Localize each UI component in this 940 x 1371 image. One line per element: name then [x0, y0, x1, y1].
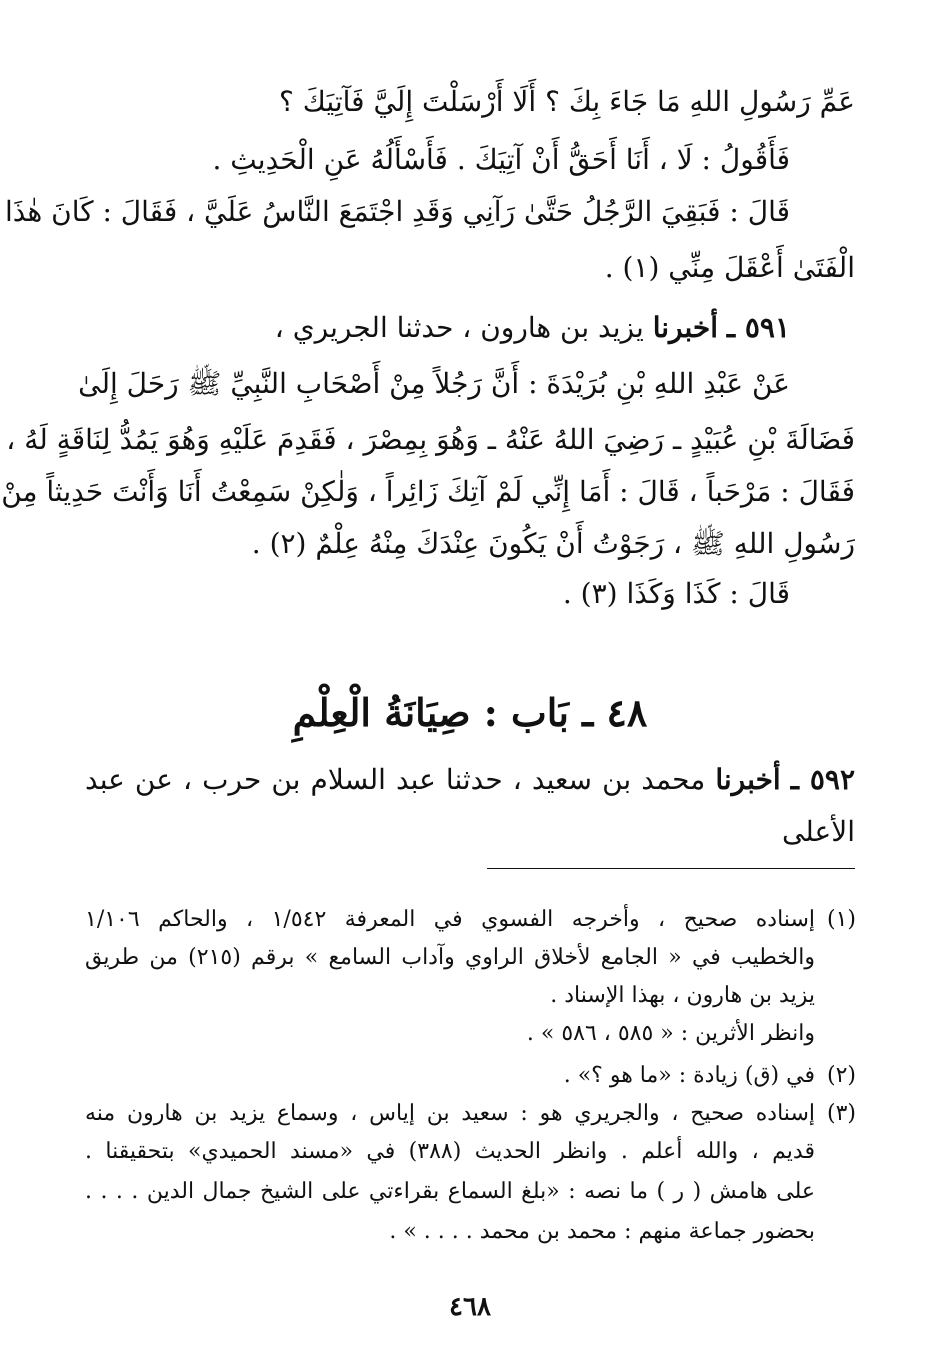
body-line-2: فَأَقُولُ : لَا ، أَنَا أَحَقُّ أَنْ آتِيَكَ . فَأَسْأَلُهُ عَنِ الْحَدِيثِ .	[212, 143, 790, 176]
hadith-592-chain: محمد بن سعيد ، حدثنا عبد السلام بن حرب ، عن عبد	[85, 763, 706, 796]
footnote-1-marker: (١)	[826, 907, 856, 932]
footnote-3-marker: (٣)	[826, 1101, 856, 1126]
hadith-592-label: أخبرنا	[715, 763, 781, 796]
hadith-591-line-1: عَنْ عَبْدِ اللهِ بْنِ بُرَيْدَةَ : أَنَّ رَجُلاً مِنْ أَصْحَابِ النَّبِيِّ ﷺ رَحَلَ إِلَىٰ	[78, 367, 790, 400]
footnote-separator	[487, 868, 855, 869]
footnote-1-line-4: وانظر الأثرين : « ٥٨٥ ، ٥٨٦ » .	[526, 1021, 815, 1046]
footnote-3-line-1: إسناده صحيح ، والجريري هو : سعيد بن إياس ، وسماع يزيد بن هارون منه	[85, 1101, 815, 1126]
hadith-591-line-3: فَقَالَ : مَرْحَباً ، قَالَ : أَمَا إِنِّي لَمْ آتِكَ زَائِراً ، وَلٰكِنْ سَمِعْتُ أَنَا وَأَنْتَ حَدِيثاً مِنْ	[1, 475, 855, 508]
hadith-591-label: أخبرنا	[652, 311, 719, 344]
footnote-3-line-3: على هامش ( ر ) ما نصه : «بلغ السماع بقراءتي على الشيخ جمال الدين . . . .	[85, 1179, 815, 1204]
hadith-592-header	[85, 760, 855, 800]
footnote-1-line-2: والخطيب في « الجامع لأخلاق الراوي وآداب السامع » برقم (٢١٥) من طريق	[85, 945, 815, 970]
body-line-3: قَالَ : فَبَقِيَ الرَّجُلُ حَتَّىٰ رَآنِي وَقَدِ اجْتَمَعَ النَّاسُ عَلَيَّ ، فَقَالَ : كَانَ هٰذَا	[4, 195, 790, 228]
hadith-591-line-5: قَالَ : كَذَا وَكَذَا (٣) .	[562, 577, 790, 610]
footnote-1-line-3: يزيد بن هارون ، بهذا الإسناد .	[550, 983, 815, 1008]
footnote-3-line-4: بحضور جماعة منهم : محمد بن محمد . . . . » .	[389, 1219, 815, 1244]
footnote-1-line-1: إسناده صحيح ، وأخرجه الفسوي في المعرفة ١/٥٤٢ ، والحاكم ١/١٠٦	[85, 907, 815, 932]
footnote-2-line-1: في (ق) زيادة : «ما هو ؟» .	[563, 1063, 815, 1088]
hadith-591-chain: يزيد بن هارون ، حدثنا الجريري ،	[274, 311, 644, 344]
footnote-2-marker: (٢)	[826, 1063, 856, 1088]
hadith-592-number: ٥٩٢ ـ	[790, 763, 856, 796]
hadith-591-header	[85, 308, 790, 348]
hadith-591-line-2: فَضَالَةَ بْنِ عُبَيْدٍ ـ رَضِيَ اللهُ عَنْهُ ـ وَهُوَ بِمِصْرَ ، فَقَدِمَ عَلَيْهِ وَهُوَ يَمُدُّ لِنَاقَةٍ لَهُ ،	[6, 423, 855, 456]
body-line-1: عَمِّ رَسُولِ اللهِ مَا جَاءَ بِكَ ؟ أَلَا أَرْسَلْتَ إِلَيَّ فَآتِيَكَ ؟	[279, 85, 855, 118]
chapter-title: ٤٨ ـ بَاب : صِيَانَةُ الْعِلْمِ	[292, 690, 648, 735]
body-line-4: الْفَتَىٰ أَعْقَلَ مِنِّي (١) .	[604, 251, 855, 284]
hadith-591-line-4: رَسُولِ اللهِ ﷺ ، رَجَوْتُ أَنْ يَكُونَ عِنْدَكَ مِنْهُ عِلْمٌ (٢) .	[251, 527, 855, 560]
page-number: ٤٦٨	[449, 1292, 491, 1322]
hadith-592-continuation: الأعلى	[781, 815, 855, 848]
hadith-591-number: ٥٩١ ـ	[726, 311, 790, 344]
footnote-3-line-2: قديم ، والله أعلم . وانظر الحديث (٣٨٨) في «مسند الحميدي» بتحقيقنا .	[85, 1139, 815, 1164]
